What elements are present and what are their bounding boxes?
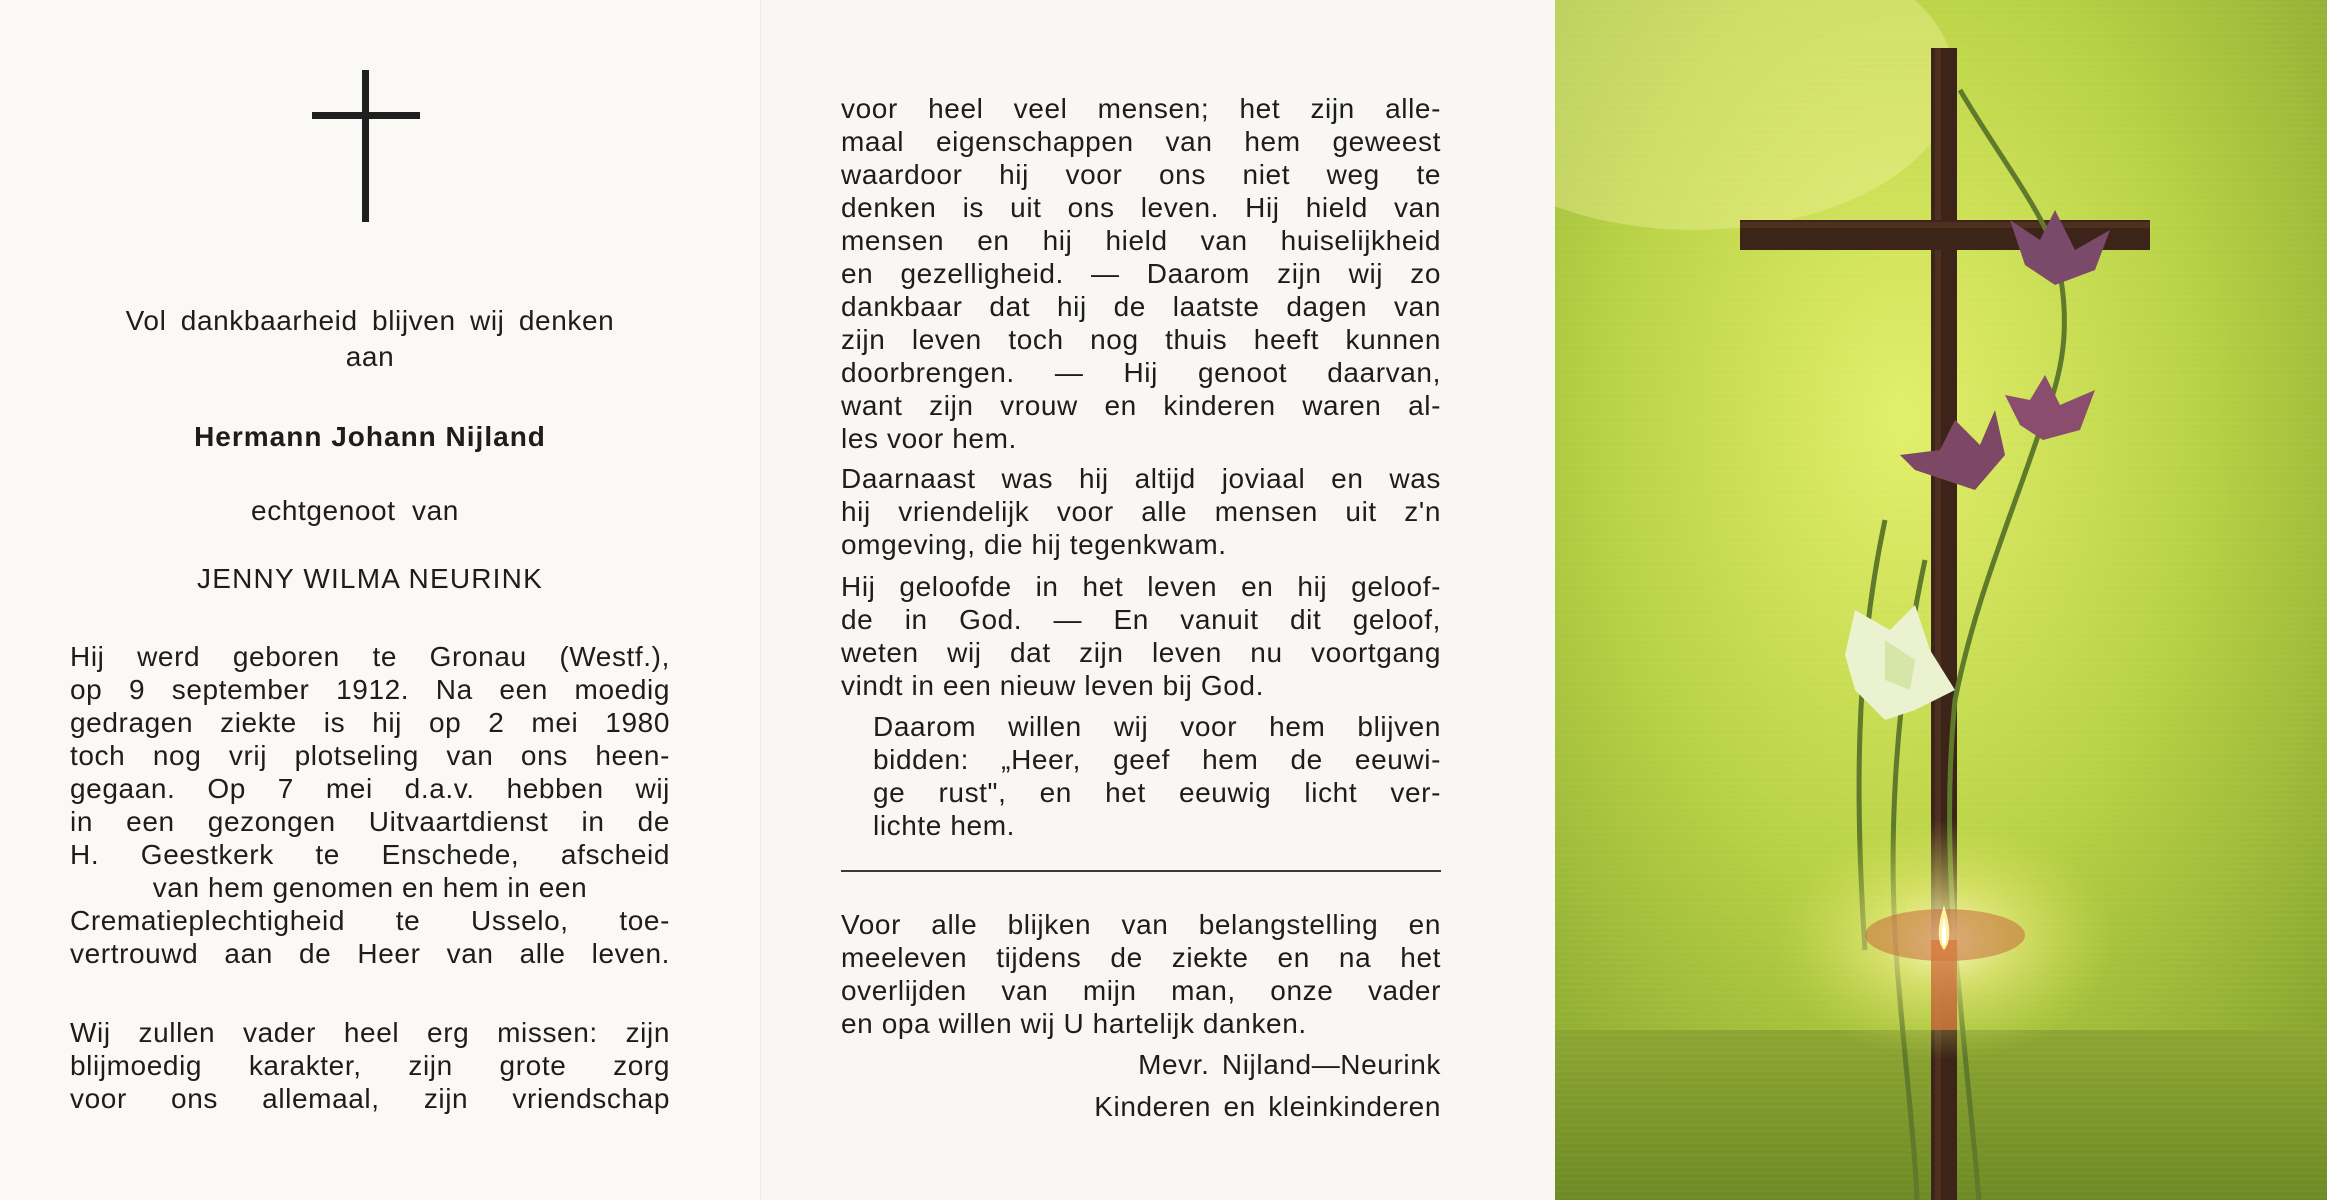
divider-line bbox=[841, 870, 1441, 872]
prayer-paragraph bbox=[873, 710, 1441, 842]
text-line: mensen en hij hield van huiselijkheid bbox=[841, 225, 1441, 256]
text-line: van hem genomen en hem in een bbox=[152, 872, 588, 903]
intro-text bbox=[65, 303, 675, 375]
text-line: Wij zullen vader heel erg missen: zijn bbox=[70, 1017, 670, 1048]
signature-1: Mevr. Nijland—Neurink bbox=[1138, 1049, 1441, 1080]
middle-panel bbox=[760, 0, 1555, 1200]
text-line: hij vriendelijk voor alle mensen uit z'n bbox=[841, 496, 1441, 527]
text-line: Crematieplechtigheid te Usselo, toe- bbox=[70, 905, 670, 936]
text-line: vertrouwd aan de Heer van alle leven. bbox=[70, 938, 670, 969]
text-line: overlijden van mijn man, onze vader bbox=[841, 975, 1441, 1006]
text-line: en gezelligheid. — Daarom zijn wij zo bbox=[841, 258, 1441, 289]
text-line: blijmoedig karakter, zijn grote zorg bbox=[70, 1050, 670, 1081]
spouse-label: echtgenoot van bbox=[251, 495, 459, 526]
text-line: want zijn vrouw en kinderen waren al- bbox=[841, 390, 1441, 421]
candle bbox=[1775, 820, 2115, 1060]
text-line: Daarom willen wij voor hem blijven bbox=[873, 711, 1441, 742]
picture-svg bbox=[1555, 0, 2327, 1200]
text-line: de in God. — En vanuit dit geloof, bbox=[841, 604, 1441, 635]
paragraph-3 bbox=[841, 570, 1441, 702]
text-line: Hij geloofde in het leven en hij geloof- bbox=[841, 571, 1441, 602]
text-line: waardoor hij voor ons niet weg te bbox=[841, 159, 1441, 190]
text-line: Hij werd geboren te Gronau (Westf.), bbox=[70, 641, 670, 672]
text-line: H. Geestkerk te Enschede, afscheid bbox=[70, 839, 670, 870]
intro-line: aan bbox=[345, 341, 395, 372]
text-line: les voor hem. bbox=[841, 423, 1017, 454]
text-line: Voor alle blijken van belangstelling en bbox=[841, 909, 1441, 940]
text-line: zijn leven toch nog thuis heeft kunnen bbox=[841, 324, 1441, 355]
text-line: op 9 september 1912. Na een moedig bbox=[70, 674, 670, 705]
text-line: gegaan. Op 7 mei d.a.v. hebben wij bbox=[70, 773, 670, 804]
text-line: voor heel veel mensen; het zijn alle- bbox=[841, 93, 1441, 124]
birth-paragraph bbox=[70, 640, 670, 970]
text-line: voor ons allemaal, zijn vriendschap bbox=[70, 1083, 670, 1114]
text-line: meeleven tijdens de ziekte en na het bbox=[841, 942, 1441, 973]
text-line: bidden: „Heer, geef hem de eeuwi- bbox=[873, 744, 1441, 775]
thanks-paragraph bbox=[841, 908, 1441, 1040]
text-line: doorbrengen. — Hij genoot daarvan, bbox=[841, 357, 1441, 388]
cross-with-flowers-and-candle-picture bbox=[1555, 0, 2327, 1200]
text-line: vindt in een nieuw leven bij God. bbox=[841, 670, 1264, 701]
miss-paragraph bbox=[70, 1016, 670, 1115]
left-panel bbox=[0, 0, 760, 1200]
text-line: omgeving, die hij tegenkwam. bbox=[841, 529, 1227, 560]
deceased-name: Hermann Johann Nijland bbox=[194, 421, 546, 452]
text-line: dankbaar dat hij de laatste dagen van bbox=[841, 291, 1441, 322]
text-line: gedragen ziekte is hij op 2 mei 1980 bbox=[70, 707, 670, 738]
text-line: weten wij dat zijn leven nu voortgang bbox=[841, 637, 1441, 668]
text-line: in een gezongen Uitvaartdienst in de bbox=[70, 806, 670, 837]
paragraph-1 bbox=[841, 92, 1441, 455]
signature-2: Kinderen en kleinkinderen bbox=[1094, 1091, 1441, 1122]
paragraph-2 bbox=[841, 462, 1441, 561]
intro-line: Vol dankbaarheid blijven wij denken bbox=[125, 305, 615, 336]
text-line: toch nog vrij plotseling van ons heen- bbox=[70, 740, 670, 771]
text-line: denken is uit ons leven. Hij hield van bbox=[841, 192, 1441, 223]
text-line: ge rust", en het eeuwig licht ver- bbox=[873, 777, 1441, 808]
text-line: Daarnaast was hij altijd joviaal en was bbox=[841, 463, 1441, 494]
text-line: lichte hem. bbox=[873, 810, 1015, 841]
text-line: maal eigenschappen van hem geweest bbox=[841, 126, 1441, 157]
text-line: en opa willen wij U hartelijk danken. bbox=[841, 1008, 1307, 1039]
spouse-name: JENNY WILMA NEURINK bbox=[197, 563, 543, 594]
